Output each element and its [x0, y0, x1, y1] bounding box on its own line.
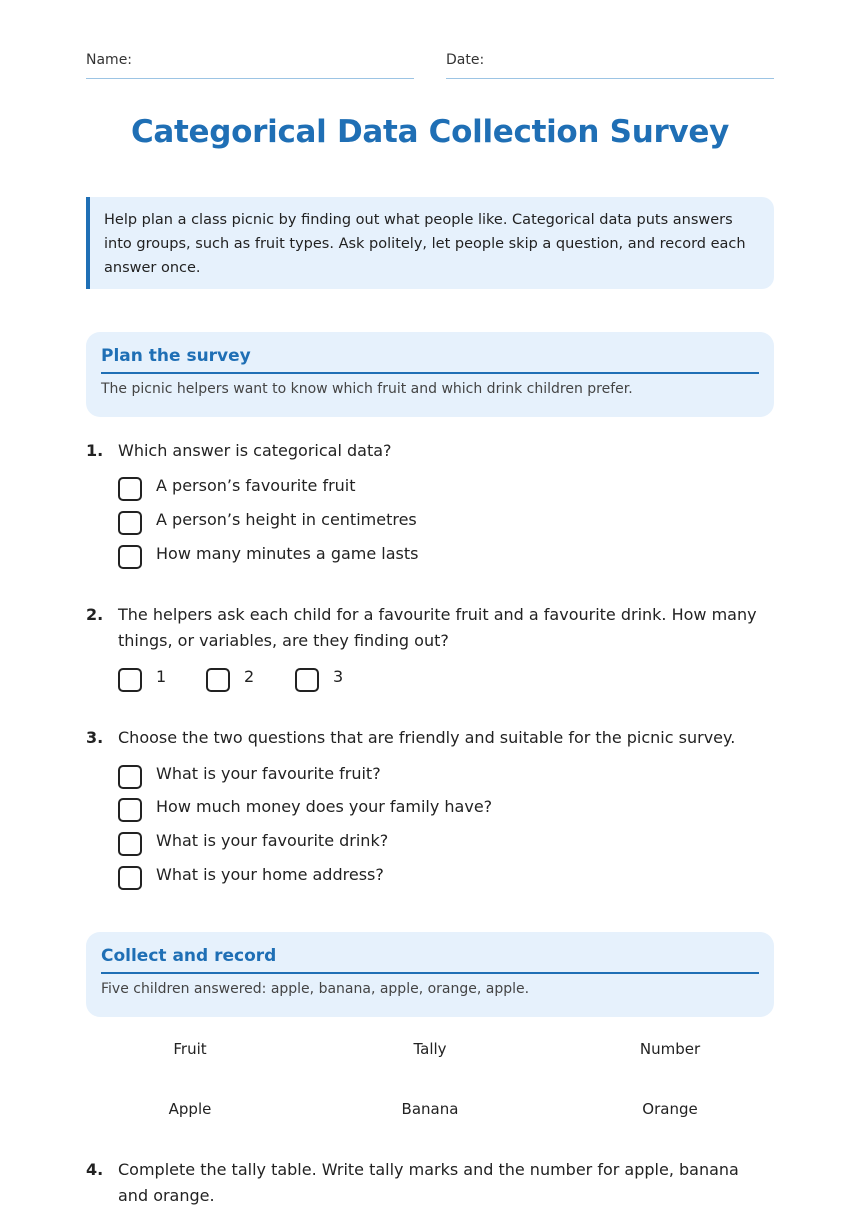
checkbox[interactable]	[118, 765, 142, 789]
question-number: 3.	[86, 728, 104, 747]
checkbox[interactable]	[206, 668, 230, 692]
checkbox[interactable]	[118, 832, 142, 856]
section-description: The picnic helpers want to know which fruit and which drink children prefer.	[101, 381, 633, 397]
table-cell: Apple	[168, 1100, 212, 1118]
section-title: Collect and record	[101, 946, 759, 974]
table-cell: Orange	[642, 1100, 698, 1118]
section-title: Plan the survey	[101, 346, 759, 374]
question-4	[86, 1157, 774, 1209]
page-title: Categorical Data Collection Survey	[130, 114, 730, 150]
option-label: 2	[244, 667, 255, 686]
intro-text: Help plan a class picnic by finding out what people like. Categorical data puts answers into groups, such as fruit types. Ask politely, let people skip a question, and record each answer once.	[104, 212, 746, 276]
checkbox[interactable]	[118, 866, 142, 890]
checkbox[interactable]	[118, 477, 142, 501]
table-header-number: Number	[639, 1040, 701, 1058]
question-2	[86, 602, 774, 654]
question-number: 2.	[86, 605, 104, 624]
section-collect-record	[86, 932, 774, 1017]
question-text: Which answer is categorical data?	[118, 441, 392, 460]
question-number: 1.	[86, 441, 104, 460]
option-label: What is your favourite drink?	[156, 831, 389, 850]
name-label: Name:	[86, 52, 133, 68]
option-label: A person’s height in centimetres	[156, 510, 417, 529]
option-label: A person’s favourite fruit	[156, 476, 356, 495]
table-cell: Banana	[401, 1100, 459, 1118]
section-description: Five children answered: apple, banana, apple, orange, apple.	[101, 981, 530, 997]
option-label: 1	[156, 667, 167, 686]
name-field[interactable]	[86, 52, 414, 79]
checkbox[interactable]	[118, 798, 142, 822]
checkbox[interactable]	[118, 511, 142, 535]
question-text: The helpers ask each child for a favourite fruit and a favourite drink. How many things, or variables, are they finding out?	[118, 605, 757, 650]
option-label: 3	[333, 667, 344, 686]
question-text: Choose the two questions that are friendly and suitable for the picnic survey.	[118, 728, 736, 747]
checkbox[interactable]	[118, 668, 142, 692]
table-header-fruit: Fruit	[173, 1040, 207, 1058]
intro-callout	[86, 197, 774, 289]
table-header-tally: Tally	[413, 1040, 447, 1058]
question-number: 4.	[86, 1160, 104, 1179]
option-label: How much money does your family have?	[156, 797, 493, 816]
option-label: What is your home address?	[156, 865, 384, 884]
option-label: How many minutes a game lasts	[156, 544, 419, 563]
section-plan-survey	[86, 332, 774, 417]
checkbox[interactable]	[118, 545, 142, 569]
question-text: Complete the tally table. Write tally marks and the number for apple, banana and orange.	[118, 1160, 739, 1205]
date-label: Date:	[446, 52, 485, 68]
date-field[interactable]	[446, 52, 774, 79]
option-label: What is your favourite fruit?	[156, 764, 381, 783]
checkbox[interactable]	[295, 668, 319, 692]
